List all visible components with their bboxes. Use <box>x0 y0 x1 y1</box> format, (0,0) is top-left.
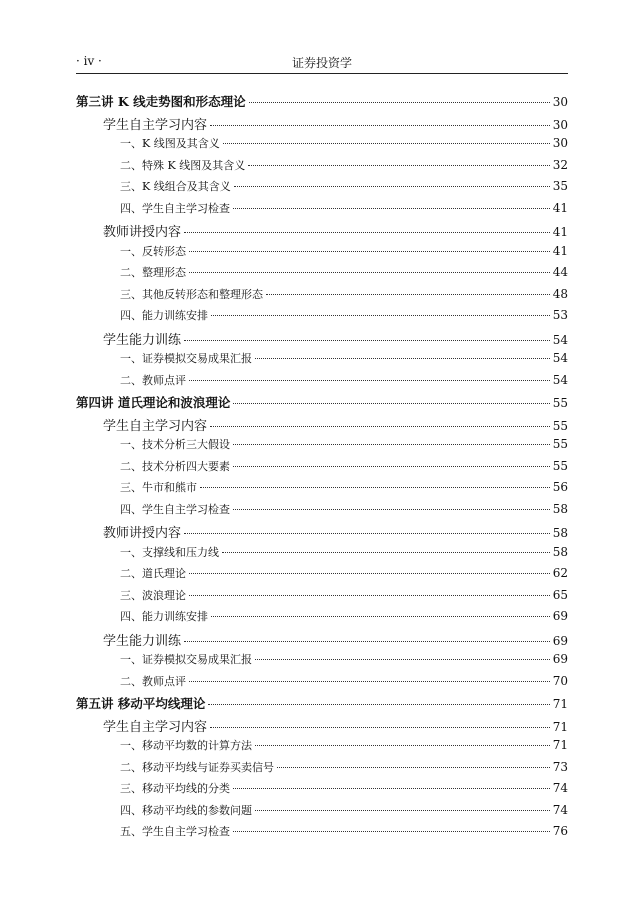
toc-page-number: 54 <box>552 351 568 365</box>
toc-subsection-entry[interactable] <box>76 651 568 673</box>
toc-page-number: 55 <box>552 396 568 410</box>
toc-entry-label: 四、能力训练安排 <box>120 309 208 322</box>
toc-entry-label: 四、学生自主学习检查 <box>120 502 230 516</box>
toc-page-number: 69 <box>552 633 568 648</box>
toc-section-entry[interactable] <box>76 114 568 136</box>
toc-page-number: 44 <box>552 265 568 279</box>
toc-page-number: 56 <box>552 480 568 494</box>
toc-page-number: 55 <box>552 458 568 473</box>
toc-entry-label: 第三讲 K 线走势图和形态理论 <box>76 94 246 109</box>
toc-subsection-entry[interactable] <box>76 565 568 587</box>
toc-page-number: 30 <box>552 136 568 150</box>
dot-leader <box>189 681 550 682</box>
toc-entry-label: 一、支撑线和压力线 <box>120 545 219 559</box>
toc-entry-label: 三、其他反转形态和整理形态 <box>120 287 263 301</box>
toc-subsection-entry[interactable] <box>76 501 568 523</box>
toc-entry-label: 一、移动平均数的计算方法 <box>120 739 252 752</box>
page-folio: · iv · <box>76 54 102 68</box>
toc-entry-label: 四、学生自主学习检查 <box>120 201 230 215</box>
dot-leader <box>234 186 550 187</box>
toc-page-number: 41 <box>552 200 568 215</box>
toc-subsection-entry[interactable] <box>76 200 568 222</box>
toc-page-number: 58 <box>552 526 568 540</box>
dot-leader <box>266 294 550 295</box>
toc-entry-label: 一、反转形态 <box>120 244 186 258</box>
toc-subsection-entry[interactable] <box>76 673 568 695</box>
toc-entry-label: 第四讲 道氏理论和波浪理论 <box>76 395 231 410</box>
toc-section-entry[interactable] <box>76 630 568 652</box>
toc-page-number: 70 <box>552 673 568 688</box>
toc-chapter-entry[interactable] <box>76 92 568 114</box>
dot-leader <box>233 831 550 832</box>
toc-entry-label: 教师讲授内容 <box>103 225 182 240</box>
toc-subsection-entry[interactable] <box>76 286 568 308</box>
toc-entry-label: 四、移动平均线的参数问题 <box>120 803 252 817</box>
toc-page-number: 58 <box>552 501 568 516</box>
toc-page-number: 55 <box>552 418 568 433</box>
toc-entry-label: 三、移动平均线的分类 <box>120 782 230 795</box>
toc-entry-label: 二、教师点评 <box>120 373 186 387</box>
toc-page-number: 65 <box>552 587 568 602</box>
dot-leader <box>184 232 550 233</box>
toc-entry-label: 学生自主学习内容 <box>103 117 208 133</box>
toc-page-number: 30 <box>552 117 568 132</box>
toc-page-number: 76 <box>552 824 568 838</box>
toc-entry-label: 学生自主学习内容 <box>103 719 208 735</box>
toc-section-entry[interactable] <box>76 716 568 738</box>
toc-subsection-entry[interactable] <box>76 178 568 200</box>
toc-entry-label: 教师讲授内容 <box>103 526 182 541</box>
dot-leader <box>233 403 549 404</box>
toc-page-number: 71 <box>552 738 568 752</box>
toc-page-number: 53 <box>552 308 568 322</box>
dot-leader <box>189 251 550 252</box>
toc-page-number: 30 <box>552 95 568 109</box>
toc-subsection-entry[interactable] <box>76 350 568 372</box>
toc-subsection-entry[interactable] <box>76 243 568 265</box>
toc-subsection-entry[interactable] <box>76 458 568 480</box>
dot-leader <box>210 426 550 427</box>
toc-page-number: 74 <box>552 781 568 795</box>
toc-entry-label: 五、学生自主学习检查 <box>120 825 230 838</box>
toc-chapter-entry[interactable] <box>76 393 568 415</box>
toc-subsection-entry[interactable] <box>76 587 568 609</box>
dot-leader <box>233 208 550 209</box>
toc-entry-label: 二、移动平均线与证券买卖信号 <box>120 760 274 774</box>
toc-page-number: 54 <box>552 332 568 347</box>
toc-entry-label: 三、波浪理论 <box>120 588 186 602</box>
dot-leader <box>189 595 550 596</box>
dot-leader <box>255 745 550 746</box>
toc-page-number: 69 <box>552 609 568 623</box>
toc-entry-label: 四、能力训练安排 <box>120 610 208 623</box>
dot-leader <box>184 641 550 642</box>
toc-subsection-entry[interactable] <box>76 436 568 458</box>
dot-leader <box>277 767 550 768</box>
toc-section-entry[interactable] <box>76 221 568 243</box>
dot-leader <box>255 810 550 811</box>
toc-subsection-entry[interactable] <box>76 307 568 329</box>
toc-subsection-entry[interactable] <box>76 264 568 286</box>
toc-page-number: 62 <box>552 566 568 580</box>
toc-entry-label: 学生能力训练 <box>103 332 182 348</box>
header-rule <box>76 73 568 74</box>
dot-leader <box>184 340 550 341</box>
toc-section-entry[interactable] <box>76 329 568 351</box>
dot-leader <box>249 102 550 103</box>
toc-page-number: 48 <box>552 286 568 301</box>
toc-page-number: 74 <box>552 802 568 817</box>
toc-subsection-entry[interactable] <box>76 737 568 759</box>
dot-leader <box>211 315 550 316</box>
toc-page-number: 55 <box>552 437 568 451</box>
toc-chapter-entry[interactable] <box>76 694 568 716</box>
toc-subsection-entry[interactable] <box>76 608 568 630</box>
toc-subsection-entry[interactable] <box>76 823 568 845</box>
toc-entry-label: 一、证券模拟交易成果汇报 <box>120 653 252 666</box>
toc-page-number: 69 <box>552 652 568 666</box>
toc-subsection-entry[interactable] <box>76 372 568 394</box>
toc-entry-label: 学生自主学习内容 <box>103 418 208 434</box>
toc-page-number: 41 <box>552 225 568 239</box>
dot-leader <box>184 533 550 534</box>
toc-entry-label: 二、教师点评 <box>120 674 186 688</box>
dot-leader <box>222 552 550 553</box>
toc-entry-label: 三、牛市和熊市 <box>120 481 197 494</box>
toc-page-number: 32 <box>552 157 568 172</box>
toc-entry-label: 二、道氏理论 <box>120 567 186 580</box>
dot-leader <box>255 358 550 359</box>
dot-leader <box>223 143 550 144</box>
toc-subsection-entry[interactable] <box>76 802 568 824</box>
toc-page-number: 41 <box>552 243 568 258</box>
dot-leader <box>255 659 550 660</box>
toc-subsection-entry[interactable] <box>76 157 568 179</box>
toc-entry-label: 二、技术分析四大要素 <box>120 459 230 473</box>
dot-leader <box>189 573 550 574</box>
dot-leader <box>233 444 550 445</box>
dot-leader <box>189 380 550 381</box>
dot-leader <box>208 704 549 705</box>
toc-entry-label: 一、K 线图及其含义 <box>120 137 220 150</box>
toc-entry-label: 一、证券模拟交易成果汇报 <box>120 352 252 365</box>
toc-page-number: 71 <box>552 697 568 711</box>
toc-subsection-entry[interactable] <box>76 544 568 566</box>
dot-leader <box>210 727 550 728</box>
dot-leader <box>233 509 550 510</box>
toc-entry-label: 第五讲 移动平均线理论 <box>76 696 206 711</box>
toc-entry-label: 一、技术分析三大假设 <box>120 438 230 451</box>
book-title: 证券投资学 <box>291 56 352 70</box>
dot-leader <box>210 125 550 126</box>
toc-section-entry[interactable] <box>76 522 568 544</box>
toc-subsection-entry[interactable] <box>76 780 568 802</box>
toc-entry-label: 学生能力训练 <box>103 633 182 649</box>
toc-page-number: 71 <box>552 719 568 734</box>
table-of-contents <box>76 92 568 845</box>
dot-leader <box>233 788 550 789</box>
toc-section-entry[interactable] <box>76 415 568 437</box>
running-header <box>76 52 568 72</box>
toc-subsection-entry[interactable] <box>76 479 568 501</box>
dot-leader <box>189 272 550 273</box>
dot-leader <box>248 165 550 166</box>
dot-leader <box>233 466 550 467</box>
toc-subsection-entry[interactable] <box>76 759 568 781</box>
dot-leader <box>211 616 550 617</box>
toc-page-number: 73 <box>552 759 568 774</box>
dot-leader <box>200 487 550 488</box>
toc-page-number: 35 <box>552 179 568 193</box>
toc-entry-label: 二、整理形态 <box>120 266 186 279</box>
toc-entry-label: 二、特殊 K 线图及其含义 <box>120 158 246 172</box>
toc-page-number: 58 <box>552 544 568 559</box>
toc-subsection-entry[interactable] <box>76 135 568 157</box>
toc-page-number: 54 <box>552 372 568 387</box>
toc-entry-label: 三、K 线组合及其含义 <box>120 180 231 193</box>
